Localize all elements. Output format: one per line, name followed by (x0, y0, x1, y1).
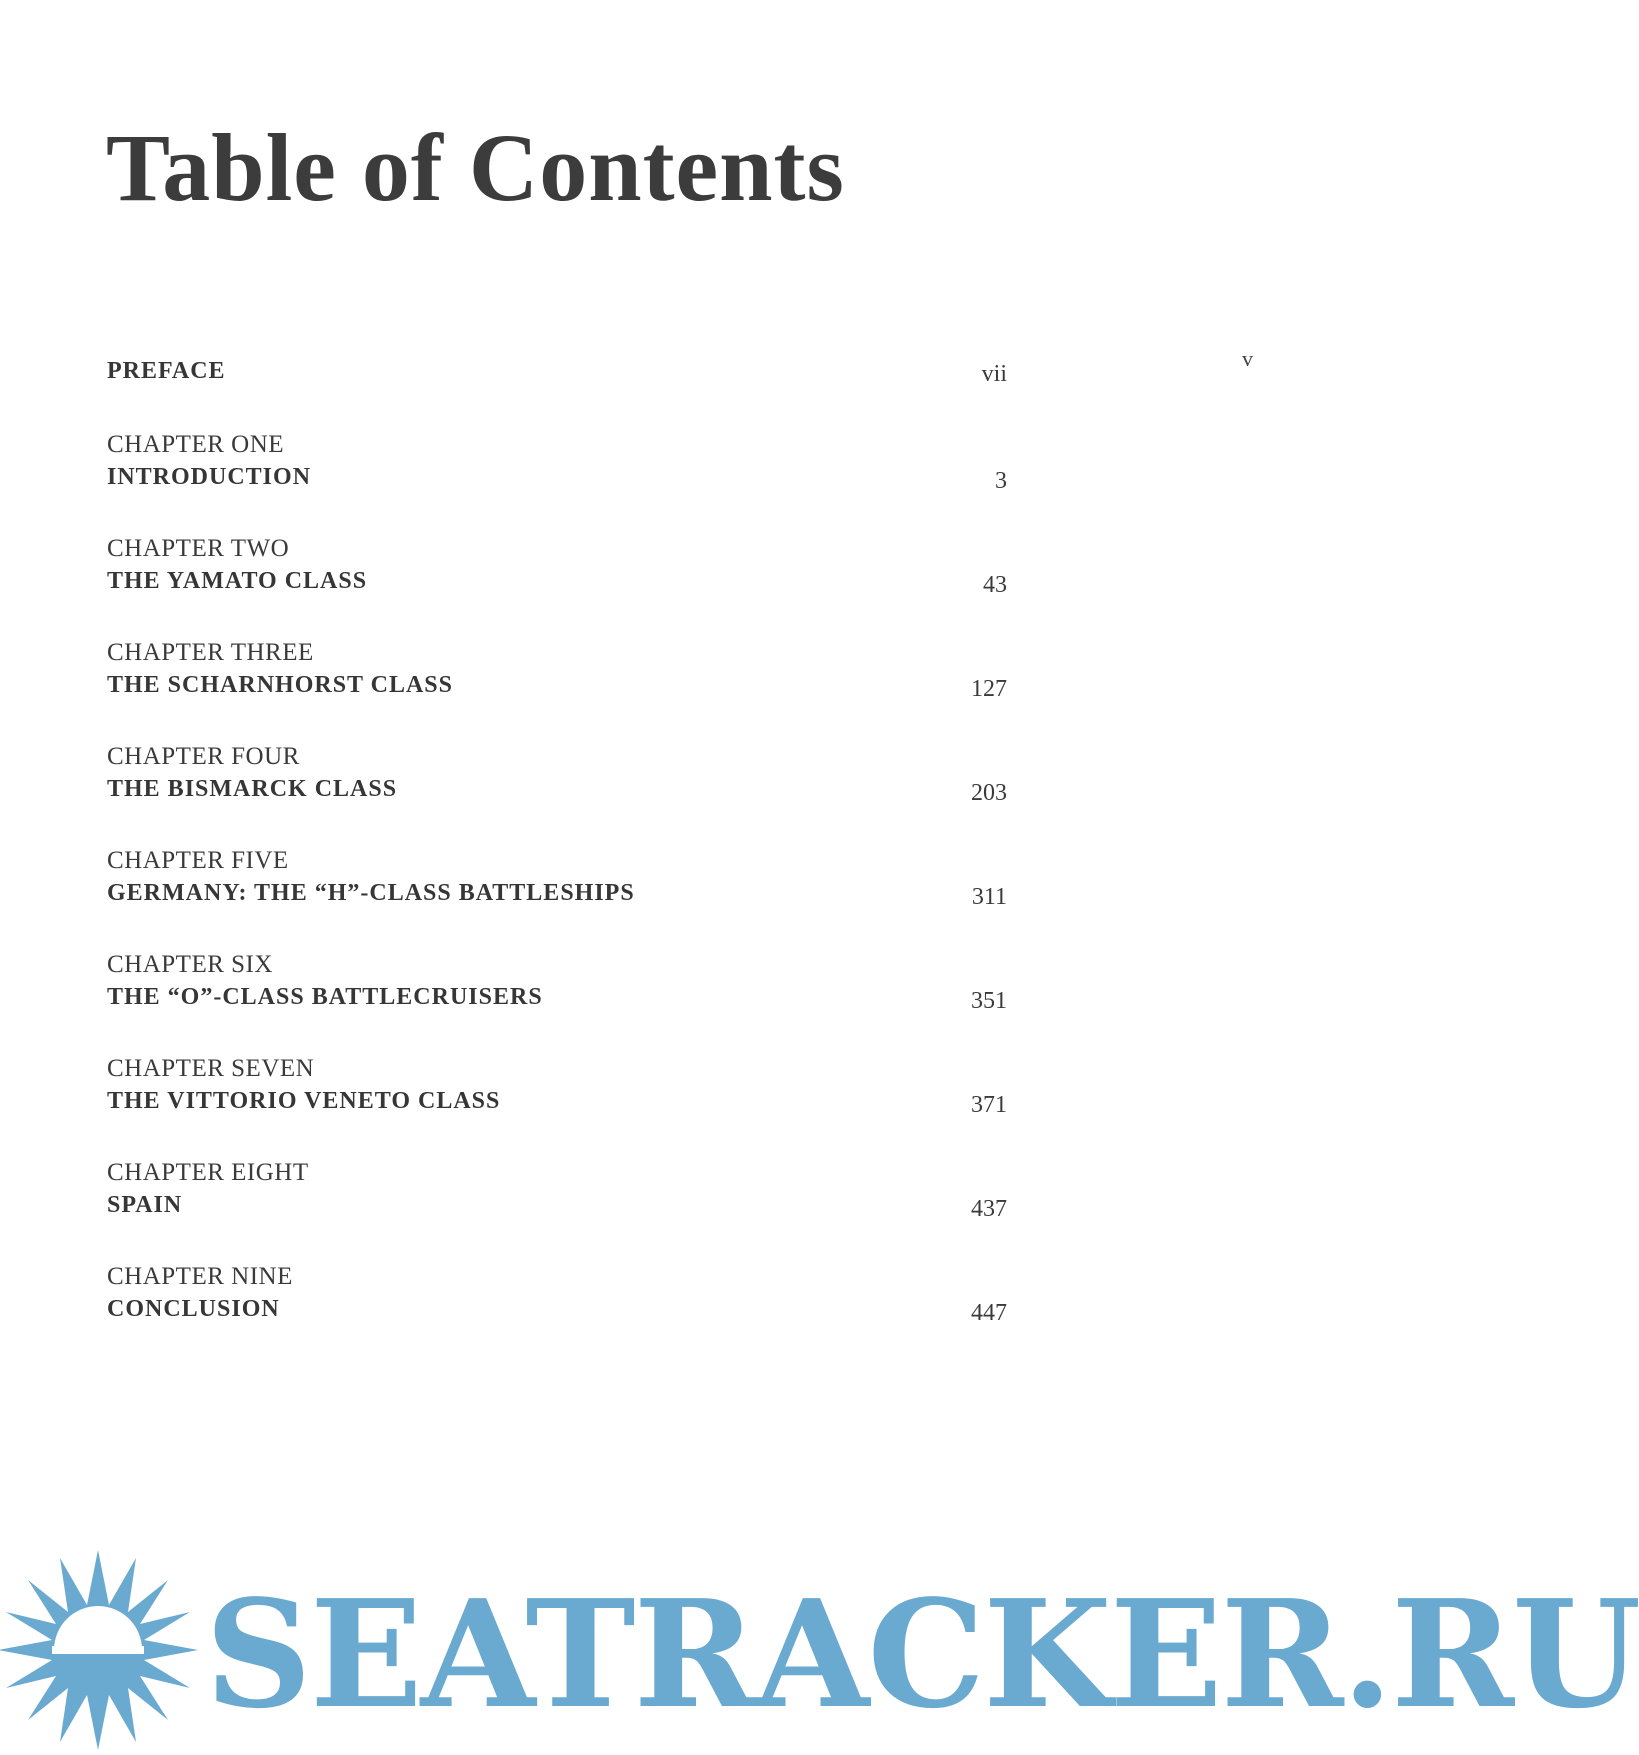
entry-page: 127 (971, 676, 1007, 702)
toc-entry-chapter-six (107, 948, 1007, 1014)
toc-entry-chapter-one (107, 428, 1007, 494)
entry-title: GERMANY: THE “H”-CLASS BATTLESHIPS (107, 880, 635, 906)
entry-title: CONCLUSION (107, 1296, 280, 1322)
entry-page: 371 (971, 1092, 1007, 1118)
entry-title: THE BISMARCK CLASS (107, 776, 398, 802)
entry-chapter-label: CHAPTER FIVE (107, 847, 289, 874)
entry-chapter-label: CHAPTER ONE (107, 431, 285, 458)
toc-entry-chapter-three (107, 636, 1007, 702)
page-title: Table of Contents (106, 114, 845, 221)
entry-page: 351 (971, 988, 1007, 1014)
entry-page: 447 (971, 1300, 1007, 1326)
entry-chapter-label: CHAPTER THREE (107, 639, 314, 666)
entry-title: THE VITTORIO VENETO CLASS (107, 1088, 501, 1114)
entry-page: vii (981, 361, 1007, 387)
page-number: v (1242, 346, 1253, 371)
entry-title: PREFACE (107, 358, 226, 384)
toc-entry-preface (107, 355, 1007, 388)
entry-page: 3 (995, 468, 1007, 494)
entry-chapter-label: CHAPTER EIGHT (107, 1159, 309, 1186)
entry-title: SPAIN (107, 1192, 183, 1218)
entry-title: THE “O”-CLASS BATTLECRUISERS (107, 984, 543, 1010)
watermark-text: SEATRACKER.RU (205, 1567, 1639, 1741)
toc-entry-chapter-five (107, 844, 1007, 910)
entry-page: 203 (971, 780, 1007, 806)
entry-chapter-label: CHAPTER NINE (107, 1263, 293, 1290)
entry-chapter-label: CHAPTER FOUR (107, 743, 300, 770)
entry-title: THE YAMATO CLASS (107, 568, 368, 594)
toc-entry-chapter-seven (107, 1052, 1007, 1118)
entry-title: INTRODUCTION (107, 464, 312, 490)
entry-page: 43 (983, 572, 1007, 598)
toc-entry-chapter-two (107, 532, 1007, 598)
toc-entry-chapter-nine (107, 1260, 1007, 1326)
entry-page: 437 (971, 1196, 1007, 1222)
entry-chapter-label: CHAPTER SEVEN (107, 1055, 315, 1082)
entry-chapter-label: CHAPTER SIX (107, 951, 273, 978)
entry-page: 311 (971, 884, 1007, 910)
entry-title: THE SCHARNHORST CLASS (107, 672, 453, 698)
entry-chapter-label: CHAPTER TWO (107, 535, 290, 562)
toc-entry-chapter-four (107, 740, 1007, 806)
toc-entry-chapter-eight (107, 1156, 1007, 1222)
